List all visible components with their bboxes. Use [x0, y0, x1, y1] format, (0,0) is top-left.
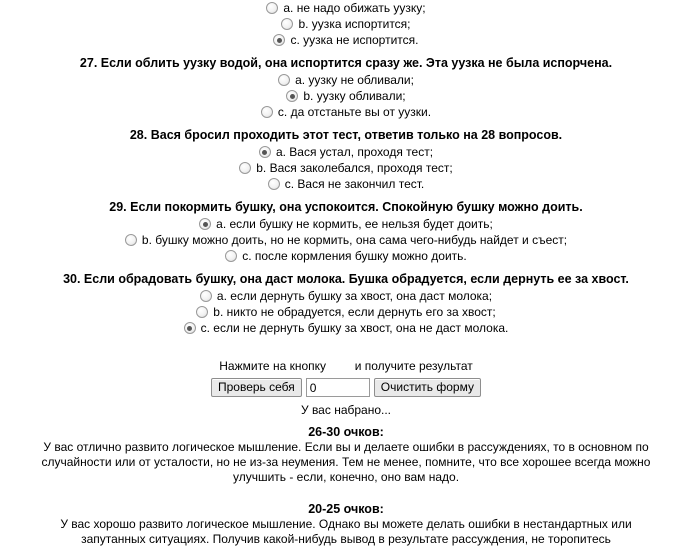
band-title: 20-25 очков: — [308, 502, 384, 516]
band-description: У вас отлично развито логическое мышление. Если вы и делаете ошибки в рассуждениях, то в основном по случайности или от усталости, но не из-за неумения. Тем не менее, помните, что все хорошее всегда можно улучшить - если, конечно, оно вам надо. — [41, 440, 651, 484]
radio-button-selected[interactable] — [259, 146, 271, 158]
radio-button[interactable] — [196, 306, 208, 318]
form-instruction — [0, 358, 692, 374]
option-label: a. если дернуть бушку за хвост, она даст молока; — [216, 289, 493, 303]
option-row[interactable] — [0, 248, 692, 264]
question-28-options — [0, 144, 692, 192]
option-label: b. бушку можно доить, но не кормить, она сама чего-нибудь найдет и съест; — [141, 233, 568, 247]
option-label: b. Вася заколебался, проходя тест; — [256, 161, 453, 175]
option-label: b. уузку обливали; — [303, 89, 406, 103]
radio-button-selected[interactable] — [273, 34, 285, 46]
radio-button[interactable] — [278, 74, 290, 86]
band-description: У вас хорошо развито логическое мышление. Однако вы можете делать ошибки в нестандартных или запутанных ситуациях. Получив какой-нибудь вывод в результате рассуждения, не торопитесь — [60, 517, 632, 546]
option-row[interactable] — [0, 144, 692, 160]
option-label: c. если не дернуть бушку за хвост, она не даст молока. — [200, 321, 509, 335]
score-band-20-25 — [0, 501, 692, 547]
question-29-options — [0, 216, 692, 264]
option-label: b. уузка испортится; — [298, 17, 411, 31]
question-text: 27. Если облить уузку водой, она испортится сразу же. Эта уузка не была испорчена. — [79, 56, 613, 70]
radio-button[interactable] — [239, 162, 251, 174]
radio-button[interactable] — [225, 250, 237, 262]
option-row[interactable] — [0, 160, 692, 176]
question-text: 30. Если обрадовать бушку, она даст молока. Бушка обрадуется, если дернуть ее за хвост. — [63, 272, 629, 286]
radio-button[interactable] — [261, 106, 273, 118]
question-27-options — [0, 72, 692, 120]
option-row[interactable] — [0, 320, 692, 336]
option-row[interactable] — [0, 288, 692, 304]
option-label: b. никто не обрадуется, если дернуть его за хвост; — [213, 305, 496, 319]
instruction-before-text: Нажмите на кнопку — [219, 359, 327, 373]
radio-button-selected[interactable] — [199, 218, 211, 230]
option-row[interactable] — [0, 72, 692, 88]
option-label: c. Вася не закончил тест. — [284, 177, 425, 191]
option-row[interactable] — [0, 232, 692, 248]
radio-button-selected[interactable] — [286, 90, 298, 102]
check-self-button[interactable]: Проверь себя — [211, 378, 302, 397]
band-title: 26-30 очков: — [308, 425, 384, 439]
band-spacer — [0, 485, 692, 495]
result-note: У вас набрано... — [300, 403, 392, 417]
option-row[interactable] — [0, 176, 692, 192]
radio-button[interactable] — [268, 178, 280, 190]
score-band-26-30 — [0, 424, 692, 485]
option-label: c. после кормления бушку можно доить. — [242, 249, 467, 263]
score-input[interactable] — [306, 378, 370, 397]
option-row[interactable] — [0, 0, 692, 16]
form-controls — [0, 378, 692, 397]
radio-button[interactable] — [281, 18, 293, 30]
option-label: a. Вася устал, проходя тест; — [275, 145, 434, 159]
question-text: 29. Если покормить бушку, она успокоится. Спокойную бушку можно доить. — [109, 200, 583, 214]
question-29-block — [0, 198, 692, 264]
question-28-block — [0, 126, 692, 192]
option-row[interactable] — [0, 304, 692, 320]
option-row[interactable] — [0, 88, 692, 104]
option-row[interactable] — [0, 16, 692, 32]
option-label: a. если бушку не кормить, ее нельзя будет доить; — [216, 217, 493, 231]
instruction-after-text: и получите результат — [354, 359, 473, 373]
option-row[interactable] — [0, 104, 692, 120]
question-26-block — [0, 0, 692, 48]
option-label: a. уузку не обливали; — [295, 73, 414, 87]
option-row[interactable] — [0, 216, 692, 232]
option-label: a. не надо обижать уузку; — [283, 1, 426, 15]
radio-button[interactable] — [266, 2, 278, 14]
question-30-block — [0, 270, 692, 336]
option-label: c. уузка не испортится. — [290, 33, 419, 47]
radio-button[interactable] — [200, 290, 212, 302]
option-label: c. да отстаньте вы от уузки. — [277, 105, 432, 119]
question-30-options — [0, 288, 692, 336]
option-row[interactable] — [0, 32, 692, 48]
question-27-block — [0, 54, 692, 120]
question-26-options — [0, 0, 692, 48]
radio-button-selected[interactable] — [184, 322, 196, 334]
radio-button[interactable] — [125, 234, 137, 246]
clear-form-button[interactable]: Очистить форму — [374, 378, 481, 397]
result-form — [0, 358, 692, 418]
question-text: 28. Вася бросил проходить этот тест, ответив только на 28 вопросов. — [129, 128, 563, 142]
